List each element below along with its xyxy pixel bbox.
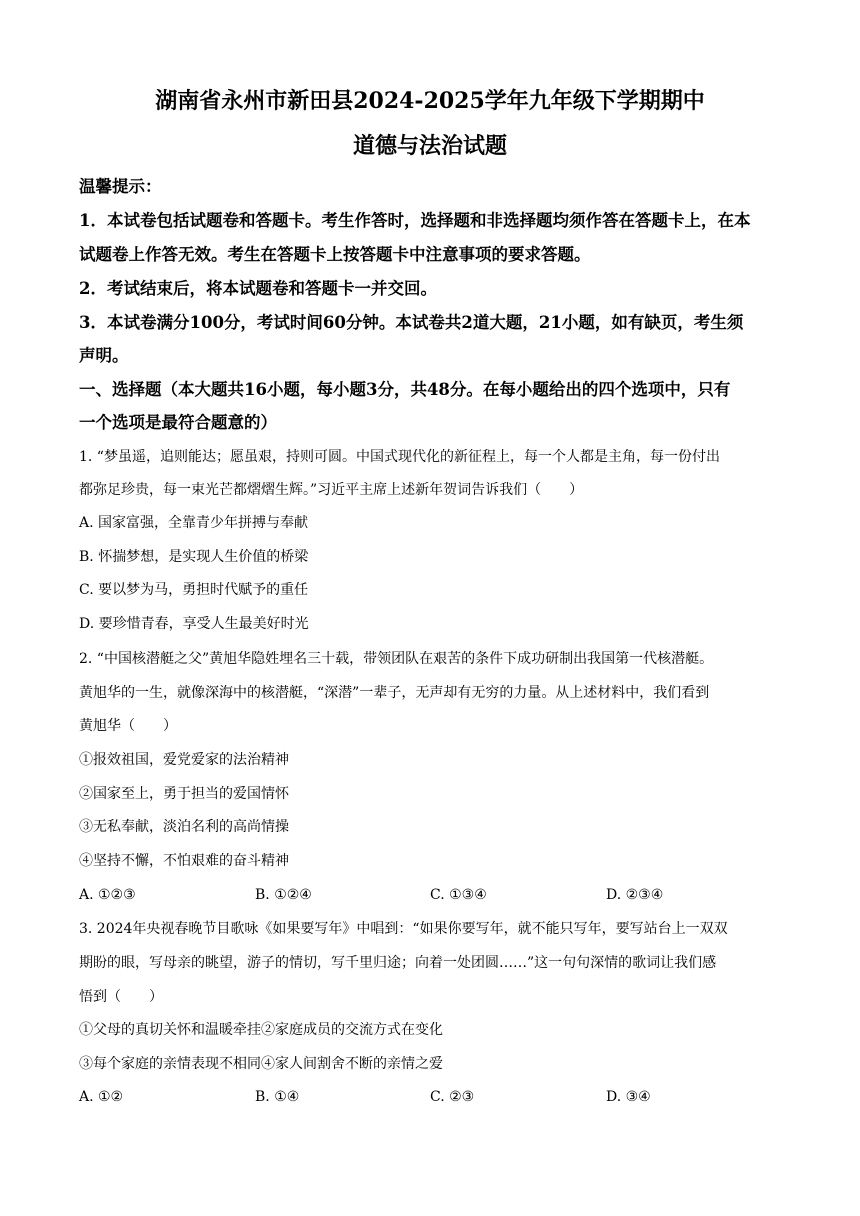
question-3-choice-d: D. ③④ xyxy=(606,1089,651,1105)
question-2-item: ②国家至上，勇于担当的爱国情怀 xyxy=(79,786,289,802)
question-2-stem: 黄旭华（ ） xyxy=(79,718,177,734)
notice-heading: 温馨提示： xyxy=(79,177,162,196)
question-2-choice-c: C. ①③④ xyxy=(430,887,487,903)
question-2-item: ①报效祖国，爱党爱家的法治精神 xyxy=(79,752,289,768)
question-3-item: ①父母的真切关怀和温暖牵挂②家庭成员的交流方式在变化 xyxy=(79,1022,443,1038)
question-2-choice-a: A. ①②③ xyxy=(79,887,136,903)
question-2-item: ④坚持不懈，不怕艰难的奋斗精神 xyxy=(79,853,289,869)
question-3-item: ③每个家庭的亲情表现不相同④家人间割舍不断的亲情之爱 xyxy=(79,1056,443,1072)
question-1-option-d: D. 要珍惜青春，享受人生最美好时光 xyxy=(79,616,309,632)
question-2-choice-b: B. ①②④ xyxy=(255,887,312,903)
exam-title-line2: 道德与法治试题 xyxy=(352,133,507,159)
question-2-choice-d: D. ②③④ xyxy=(606,887,664,903)
notice-line: 试题卷上作答无效。考生在答题卡上按答题卡中注意事项的要求答题。 xyxy=(79,245,591,264)
question-1-option-a: A. 国家富强，全靠青少年拼搏与奉献 xyxy=(79,515,309,531)
notice-line: 1．本试卷包括试题卷和答题卡。考生作答时，选择题和非选择题均须作答在答题卡上，在本 xyxy=(79,211,751,230)
question-2-stem: 黄旭华的一生，就像深海中的核潜艇，“深潜”一辈子，无声却有无穷的力量。从上述材料中，我们看到 xyxy=(79,685,710,701)
notice-line: 声明。 xyxy=(79,346,129,365)
section-heading: 一个选项是最符合题意的） xyxy=(79,413,277,432)
question-1-option-b: B. 怀揣梦想，是实现人生价值的桥梁 xyxy=(79,549,309,565)
notice-line: 2．考试结束后，将本试题卷和答题卡一并交回。 xyxy=(79,279,437,298)
notice-line: 3．本试卷满分100分，考试时间60分钟。本试卷共2道大题，21小题，如有缺页，考生须 xyxy=(79,313,744,332)
question-3-choice-a: A. ①② xyxy=(79,1089,124,1105)
exam-title-line1: 湖南省永州市新田县2024-2025学年九年级下学期期中 xyxy=(155,88,705,114)
question-3-stem: 期盼的眼，写母亲的眺望，游子的情切，写千里归途；向着一处团圆……”这一句句深情的歌词让我们感 xyxy=(79,955,717,971)
question-3-choice-b: B. ①④ xyxy=(255,1089,300,1105)
question-2-stem: 2. “中国核潜艇之父”黄旭华隐姓埋名三十载，带领团队在艰苦的条件下成功研制出我国第一代核潜艇。 xyxy=(79,651,714,667)
question-3-stem: 悟到（ ） xyxy=(79,989,163,1005)
question-2-item: ③无私奉献，淡泊名利的高尚情操 xyxy=(79,819,289,835)
question-1-option-c: C. 要以梦为马，勇担时代赋予的重任 xyxy=(79,582,309,598)
question-1-stem: 1. “梦虽遥，追则能达；愿虽艰，持则可圆。中国式现代化的新征程上，每一个人都是主角，每一份付出 xyxy=(79,449,720,465)
question-3-choice-c: C. ②③ xyxy=(430,1089,475,1105)
question-3-stem: 3. 2024年央视春晚节目歌咏《如果要写年》中唱到：“如果你要写年，就不能只写年，要写站台上一双双 xyxy=(79,921,728,937)
question-1-stem: 都弥足珍贵，每一束光芒都熠熠生辉。”习近平主席上述新年贺词告诉我们（ ） xyxy=(79,482,584,498)
section-heading: 一、选择题（本大题共16小题，每小题3分，共48分。在每小题给出的四个选项中，只有 xyxy=(79,380,731,399)
